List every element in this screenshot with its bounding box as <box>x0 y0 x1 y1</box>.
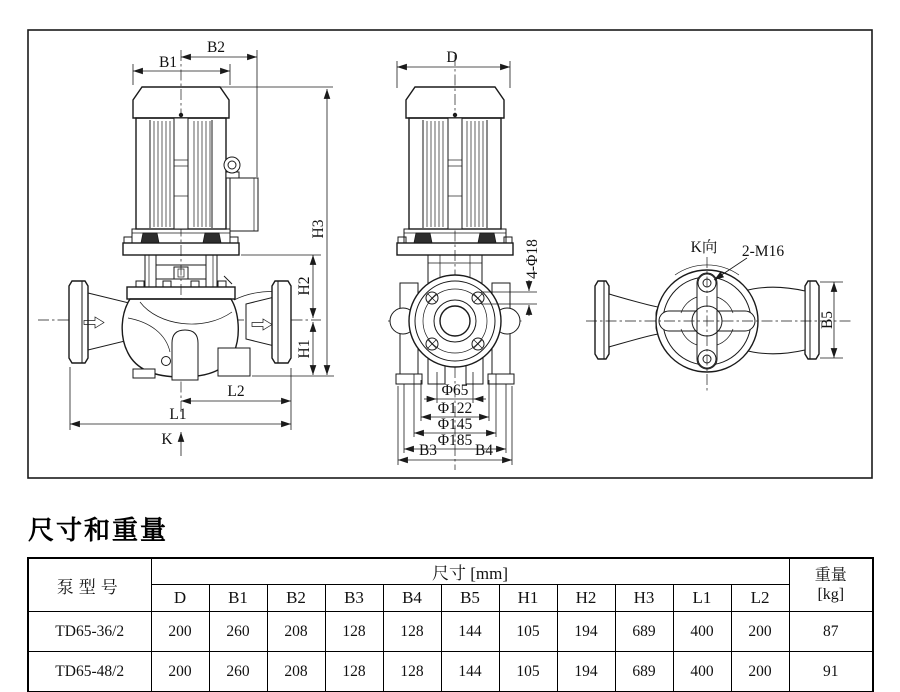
dim-label-b1: B1 <box>158 54 178 71</box>
weight-header-line1: 重量 <box>814 566 847 584</box>
value-cell: 128 <box>325 652 383 692</box>
motor-stool-front <box>123 237 239 287</box>
col-header-l1: L1 <box>673 585 731 612</box>
col-header-b3: B3 <box>325 585 383 612</box>
model-cell: TD65-36/2 <box>28 612 151 652</box>
col-header-b1: B1 <box>209 585 267 612</box>
table-row <box>28 652 873 692</box>
dim-label-h3: H3 <box>310 219 327 239</box>
dim-label-h1: H1 <box>296 339 313 359</box>
dim-label-thread: 2-M16 <box>741 243 785 260</box>
motor-front <box>132 87 258 243</box>
dim-label-b5: B5 <box>819 310 836 330</box>
dim-label-l2: L2 <box>227 383 245 400</box>
value-cell: 128 <box>325 612 383 652</box>
value-cell: 200 <box>151 652 209 692</box>
value-cell: 144 <box>441 652 499 692</box>
table-header-row-2 <box>28 585 873 612</box>
value-cell: 105 <box>499 612 557 652</box>
value-cell: 200 <box>731 652 789 692</box>
side-view-dimensions <box>397 49 541 465</box>
pump-front <box>69 276 291 380</box>
dim-label-dia65: Φ65 <box>441 382 469 399</box>
weight-cell: 87 <box>789 612 873 652</box>
suction-flange <box>69 281 88 363</box>
weight-column-header <box>789 558 873 612</box>
value-cell: 128 <box>383 652 441 692</box>
front-view <box>38 39 334 456</box>
weight-cell: 91 <box>789 652 873 692</box>
front-view-dimensions <box>70 39 334 456</box>
value-cell: 194 <box>557 612 615 652</box>
value-cell: 144 <box>441 612 499 652</box>
dim-label-b3: B3 <box>418 442 438 459</box>
col-header-h1: H1 <box>499 585 557 612</box>
model-column-header: 泵型号 <box>28 558 151 612</box>
dim-label-dia122: Φ122 <box>437 400 473 417</box>
section-title: 尺寸和重量 <box>28 515 169 545</box>
dim-label-b2: B2 <box>206 39 226 56</box>
dim-label-d: D <box>446 49 458 66</box>
side-view <box>388 49 541 470</box>
view-direction-label-k: K <box>161 431 173 448</box>
table-row <box>28 612 873 652</box>
dim-label-h2: H2 <box>296 276 313 296</box>
col-header-h2: H2 <box>557 585 615 612</box>
discharge-flange <box>272 281 291 363</box>
dim-label-l1: L1 <box>169 406 187 423</box>
value-cell: 689 <box>615 612 673 652</box>
dimensions-table <box>27 557 874 692</box>
value-cell: 208 <box>267 612 325 652</box>
col-header-b4: B4 <box>383 585 441 612</box>
value-cell: 105 <box>499 652 557 692</box>
value-cell: 400 <box>673 612 731 652</box>
value-cell: 400 <box>673 652 731 692</box>
dim-label-bolt-holes: 4-Φ18 <box>524 239 541 279</box>
col-header-b2: B2 <box>267 585 325 612</box>
value-cell: 200 <box>731 612 789 652</box>
weight-header-line2: [kg] <box>817 586 845 603</box>
dims-group-header: 尺寸 [mm] <box>151 558 789 585</box>
col-header-h3: H3 <box>615 585 673 612</box>
col-header-b5: B5 <box>441 585 499 612</box>
dim-label-b4: B4 <box>474 442 494 459</box>
k-direction-view <box>586 238 852 393</box>
value-cell: 200 <box>151 612 209 652</box>
view-label-k-direction: K向 <box>690 239 718 256</box>
table-header-row-1 <box>28 558 873 585</box>
value-cell: 260 <box>209 612 267 652</box>
model-cell: TD65-48/2 <box>28 652 151 692</box>
value-cell: 208 <box>267 652 325 692</box>
pump-flange-face <box>390 275 520 384</box>
value-cell: 689 <box>615 652 673 692</box>
value-cell: 128 <box>383 612 441 652</box>
dim-label-dia145: Φ145 <box>437 416 473 433</box>
col-header-d: D <box>151 585 209 612</box>
col-header-l2: L2 <box>731 585 789 612</box>
value-cell: 260 <box>209 652 267 692</box>
value-cell: 194 <box>557 652 615 692</box>
dim-label-dia185: Φ185 <box>437 432 473 449</box>
